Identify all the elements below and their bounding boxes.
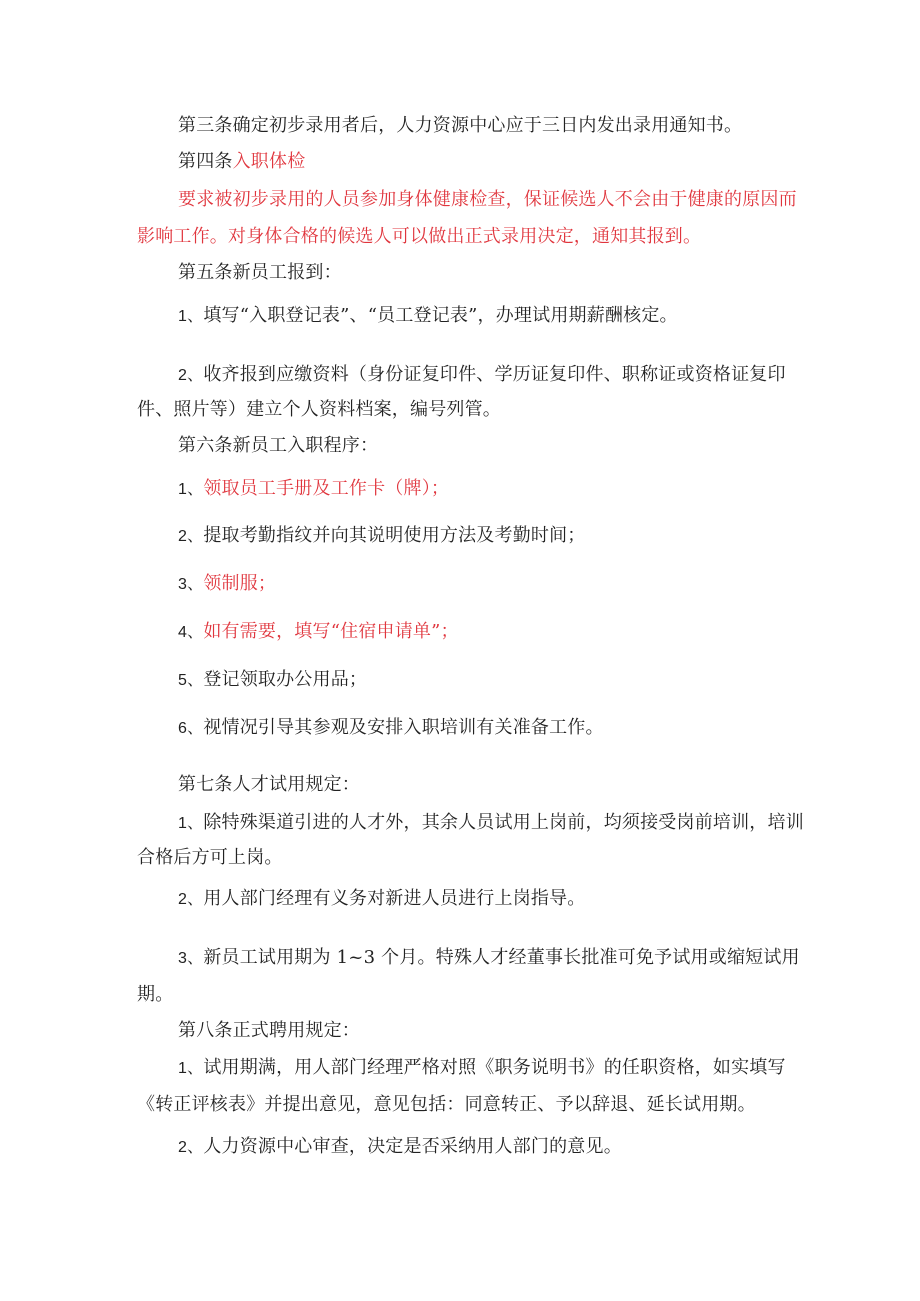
article-7-item-2 [178,887,586,912]
article-7-item-1-line-2: 合格后方可上岗。 [137,847,283,868]
article-7-item-3-line-2: 期。 [137,984,174,1005]
article-7-item-1-text: 除特殊渠道引进的人才外，其余人员试用上岗前，均须接受岗前培训，培训 [203,812,804,833]
list-number: 3、 [178,950,204,967]
list-number: 4、 [178,624,204,641]
list-number: 2、 [178,367,204,384]
article-8-item-1-text: 试用期满，用人部门经理严格对照《职务说明书》的任职资格，如实填写 [203,1057,786,1078]
article-6-item-6 [178,716,604,741]
list-number: 2、 [178,1139,204,1156]
list-number: 1、 [178,1060,204,1077]
list-number: 1、 [178,481,204,498]
article-6-item-1-text: 领取员工手册及工作卡（牌）； [203,478,450,499]
list-number: 3、 [178,576,204,593]
article-6-item-3 [178,572,276,597]
article-7-item-3-text: 新员工试用期为 1~3 个月。特殊人才经董事长批准可免予试用或缩短试用 [203,947,800,968]
article-4-body-line-2: 影响工作。对身体合格的候选人可以做出正式录用决定，通知其报到。 [137,226,702,247]
article-8-item-2-text: 人力资源中心审查，决定是否采纳用人部门的意见。 [203,1136,622,1157]
article-3-paragraph [178,114,742,138]
list-number: 2、 [178,528,204,545]
list-number: 2、 [178,891,204,908]
article-6-item-6-text: 视情况引导其参观及安排入职培训有关准备工作。 [203,717,604,738]
article-8-item-2 [178,1135,622,1160]
article-4-body-line-1: 要求被初步录用的人员参加身体健康检查，保证候选人不会由于健康的原因而 [178,189,797,210]
article-3-text: 第三条确定初步录用者后，人力资源中心应于三日内发出录用通知书。 [178,115,743,136]
list-number: 6、 [178,720,204,737]
article-6-item-2 [178,524,586,549]
article-8-title: 第八条正式聘用规定： [178,1020,360,1041]
article-6-item-5-text: 登记领取办公用品； [203,669,368,690]
article-6-title: 第六条新员工入职程序： [178,435,379,456]
article-6-item-4 [178,620,459,645]
article-8-item-1-line-2: 《转正评核表》并提出意见，意见包括：同意转正、予以辞退、延长试用期。 [137,1094,756,1115]
article-7-item-1-line-1 [178,811,804,836]
article-6-item-3-text: 领制服； [203,573,277,594]
article-5-item-2-line-2: 件、照片等）建立个人资料档案，编号列管。 [137,399,501,420]
article-5-title: 第五条新员工报到： [178,262,342,283]
article-7-item-3-line-1 [178,946,800,971]
article-6-item-2-text: 提取考勤指纹并向其说明使用方法及考勤时间； [203,525,586,546]
article-7-item-2-text: 用人部门经理有义务对新进人员进行上岗指导。 [203,888,586,909]
article-6-item-5 [178,668,367,693]
list-number: 5、 [178,672,204,689]
article-4-prefix: 第四条 [178,151,233,172]
article-7-title: 第七条人才试用规定： [178,774,360,795]
article-5-item-1-text: 填写“入职登记表”、“员工登记表”，办理试用期薪酬核定。 [203,305,678,326]
article-8-item-1-line-1 [178,1056,786,1081]
article-4-heading [178,150,305,174]
list-number: 1、 [178,308,204,325]
article-5-item-2-text: 收齐报到应缴资料（身份证复印件、学历证复印件、职称证或资格证复印 [203,364,786,385]
list-number: 1、 [178,815,204,832]
article-4-title: 入职体检 [232,151,306,172]
article-6-item-1 [178,477,449,502]
article-5-item-1 [178,304,678,329]
article-5-item-2-line-1 [178,363,786,388]
article-6-item-4-text: 如有需要，填写“住宿申请单”； [203,621,459,642]
